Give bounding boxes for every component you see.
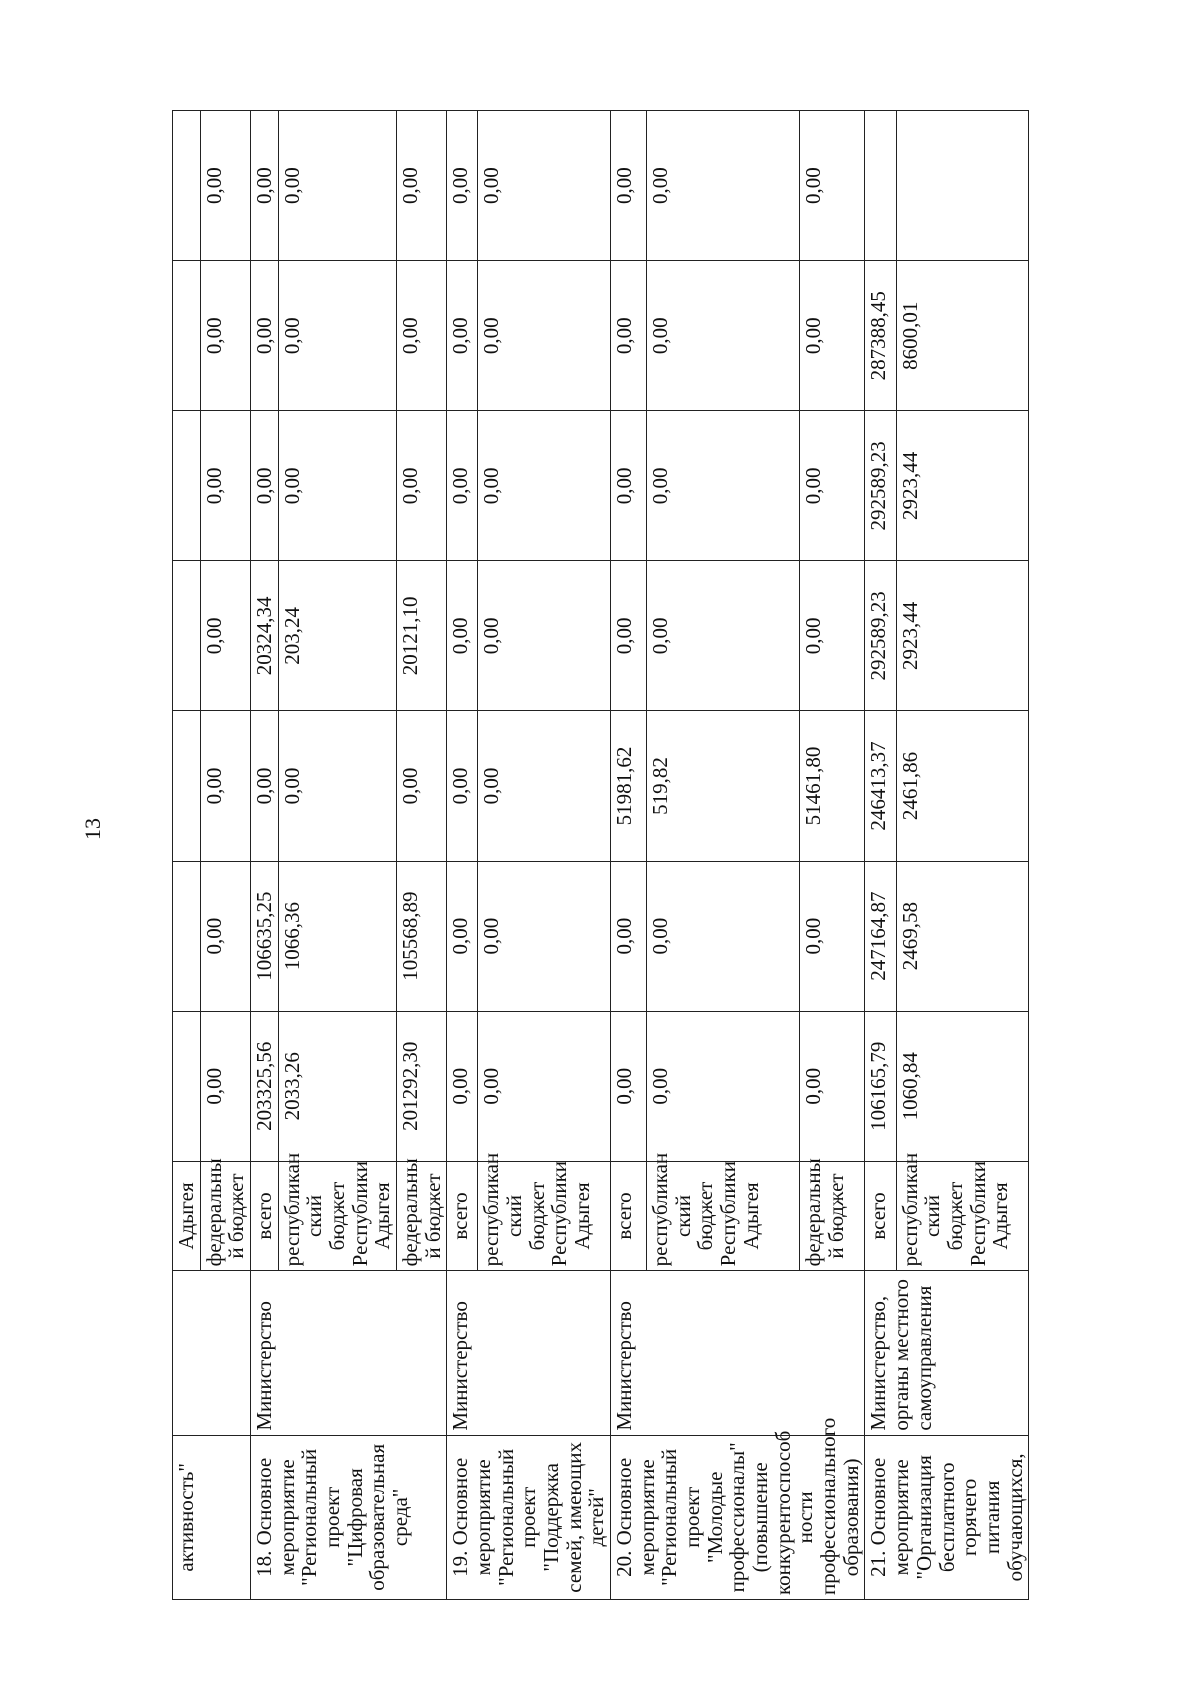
value-cell bbox=[896, 111, 1029, 261]
budget-table-frame bbox=[172, 110, 1200, 1600]
value-cell: 51461,80 bbox=[800, 711, 865, 861]
table-row bbox=[611, 111, 647, 1600]
value-cell: 0,00 bbox=[478, 861, 611, 1011]
value-cell: 0,00 bbox=[447, 561, 478, 711]
value-cell: 0,00 bbox=[478, 111, 611, 261]
value-cell bbox=[173, 111, 201, 261]
value-cell: 106165,79 bbox=[865, 1011, 896, 1161]
funding-source: федеральны й бюджет bbox=[800, 1161, 865, 1271]
funding-source: республикан ский бюджет Республики Адыгея bbox=[278, 1161, 396, 1271]
value-cell: 0,00 bbox=[447, 861, 478, 1011]
funding-source: Адыгея bbox=[173, 1161, 201, 1271]
value-cell: 51981,62 bbox=[611, 711, 647, 861]
funding-source: республикан ский бюджет Республики Адыгея bbox=[478, 1161, 611, 1271]
value-cell: 201292,30 bbox=[397, 1011, 447, 1161]
value-cell: 0,00 bbox=[611, 1011, 647, 1161]
value-cell: 0,00 bbox=[646, 1011, 799, 1161]
value-cell: 2469,58 bbox=[896, 861, 1029, 1011]
value-cell bbox=[173, 561, 201, 711]
budget-table bbox=[172, 110, 1029, 1600]
executor bbox=[173, 1271, 251, 1435]
page-number: 13 bbox=[80, 818, 105, 840]
value-cell: 0,00 bbox=[800, 261, 865, 411]
measure-name: 20. Основное мероприятие "Региональный проект "Молодые профессионалы" (повышение конкурентоспособ ности профессионального образования) bbox=[611, 1435, 865, 1599]
value-cell: 0,00 bbox=[447, 411, 478, 561]
value-cell: 0,00 bbox=[251, 411, 279, 561]
value-cell: 2461,86 bbox=[896, 711, 1029, 861]
value-cell: 0,00 bbox=[447, 711, 478, 861]
value-cell: 0,00 bbox=[646, 111, 799, 261]
value-cell: 0,00 bbox=[611, 411, 647, 561]
value-cell: 0,00 bbox=[200, 861, 250, 1011]
value-cell: 0,00 bbox=[478, 411, 611, 561]
value-cell bbox=[173, 1011, 201, 1161]
value-cell: 0,00 bbox=[397, 261, 447, 411]
table-row bbox=[865, 111, 896, 1600]
value-cell: 0,00 bbox=[478, 561, 611, 711]
funding-source: всего bbox=[865, 1161, 896, 1271]
value-cell: 0,00 bbox=[478, 1011, 611, 1161]
value-cell: 0,00 bbox=[800, 1011, 865, 1161]
funding-source: всего bbox=[251, 1161, 279, 1271]
value-cell: 0,00 bbox=[397, 711, 447, 861]
table-row bbox=[173, 111, 201, 1600]
executor: Министерство bbox=[447, 1271, 611, 1435]
measure-name: 19. Основное мероприятие "Региональный проект "Поддержка семей, имеющих детей" bbox=[447, 1435, 611, 1599]
value-cell: 0,00 bbox=[447, 1011, 478, 1161]
value-cell: 0,00 bbox=[251, 711, 279, 861]
value-cell: 0,00 bbox=[611, 261, 647, 411]
value-cell: 0,00 bbox=[478, 711, 611, 861]
value-cell: 0,00 bbox=[646, 261, 799, 411]
value-cell bbox=[173, 261, 201, 411]
executor: Министерство, органы местного самоуправления bbox=[865, 1271, 1029, 1435]
value-cell bbox=[173, 861, 201, 1011]
value-cell bbox=[865, 111, 896, 261]
value-cell: 2923,44 bbox=[896, 411, 1029, 561]
value-cell: 0,00 bbox=[278, 111, 396, 261]
value-cell: 105568,89 bbox=[397, 861, 447, 1011]
value-cell: 0,00 bbox=[611, 561, 647, 711]
value-cell: 0,00 bbox=[200, 711, 250, 861]
funding-source: республикан ский бюджет Республики Адыгея bbox=[646, 1161, 799, 1271]
value-cell: 292589,23 bbox=[865, 561, 896, 711]
value-cell: 0,00 bbox=[397, 111, 447, 261]
value-cell: 287388,45 bbox=[865, 261, 896, 411]
value-cell: 0,00 bbox=[251, 111, 279, 261]
value-cell: 247164,87 bbox=[865, 861, 896, 1011]
funding-source: всего bbox=[447, 1161, 478, 1271]
value-cell: 0,00 bbox=[800, 561, 865, 711]
value-cell: 246413,37 bbox=[865, 711, 896, 861]
value-cell: 1066,36 bbox=[278, 861, 396, 1011]
value-cell: 106635,25 bbox=[251, 861, 279, 1011]
value-cell: 0,00 bbox=[200, 261, 250, 411]
funding-source: всего bbox=[611, 1161, 647, 1271]
value-cell: 0,00 bbox=[447, 111, 478, 261]
value-cell: 519,82 bbox=[646, 711, 799, 861]
value-cell: 1060,84 bbox=[896, 1011, 1029, 1161]
value-cell: 0,00 bbox=[200, 561, 250, 711]
value-cell: 0,00 bbox=[646, 411, 799, 561]
value-cell: 0,00 bbox=[611, 861, 647, 1011]
value-cell: 8600,01 bbox=[896, 261, 1029, 411]
value-cell: 203325,56 bbox=[251, 1011, 279, 1161]
value-cell: 0,00 bbox=[278, 411, 396, 561]
value-cell: 0,00 bbox=[800, 861, 865, 1011]
value-cell: 2923,44 bbox=[896, 561, 1029, 711]
measure-name: 21. Основное мероприятие "Организация бесплатного горячего питания обучающихся, bbox=[865, 1435, 1029, 1599]
value-cell: 0,00 bbox=[646, 861, 799, 1011]
value-cell: 0,00 bbox=[447, 261, 478, 411]
value-cell: 0,00 bbox=[200, 1011, 250, 1161]
executor: Министерство bbox=[251, 1271, 447, 1435]
value-cell: 0,00 bbox=[278, 261, 396, 411]
table-row bbox=[251, 111, 279, 1600]
value-cell bbox=[173, 711, 201, 861]
table-row bbox=[447, 111, 478, 1600]
executor: Министерство bbox=[611, 1271, 865, 1435]
value-cell: 0,00 bbox=[251, 261, 279, 411]
value-cell: 20121,10 bbox=[397, 561, 447, 711]
value-cell: 0,00 bbox=[278, 711, 396, 861]
value-cell: 292589,23 bbox=[865, 411, 896, 561]
funding-source: федеральны й бюджет bbox=[397, 1161, 447, 1271]
value-cell: 0,00 bbox=[646, 561, 799, 711]
funding-source: республикан ский бюджет Республики Адыгея bbox=[896, 1161, 1029, 1271]
measure-name: 18. Основное мероприятие "Региональный проект "Цифровая образовательная среда" bbox=[251, 1435, 447, 1599]
value-cell: 0,00 bbox=[478, 261, 611, 411]
value-cell: 0,00 bbox=[200, 411, 250, 561]
value-cell: 0,00 bbox=[800, 111, 865, 261]
value-cell: 0,00 bbox=[200, 111, 250, 261]
value-cell bbox=[173, 411, 201, 561]
value-cell: 0,00 bbox=[611, 111, 647, 261]
measure-name: активность" bbox=[173, 1435, 251, 1599]
funding-source: федеральны й бюджет bbox=[200, 1161, 250, 1271]
value-cell: 20324,34 bbox=[251, 561, 279, 711]
value-cell: 203,24 bbox=[278, 561, 396, 711]
value-cell: 2033,26 bbox=[278, 1011, 396, 1161]
value-cell: 0,00 bbox=[397, 411, 447, 561]
value-cell: 0,00 bbox=[800, 411, 865, 561]
